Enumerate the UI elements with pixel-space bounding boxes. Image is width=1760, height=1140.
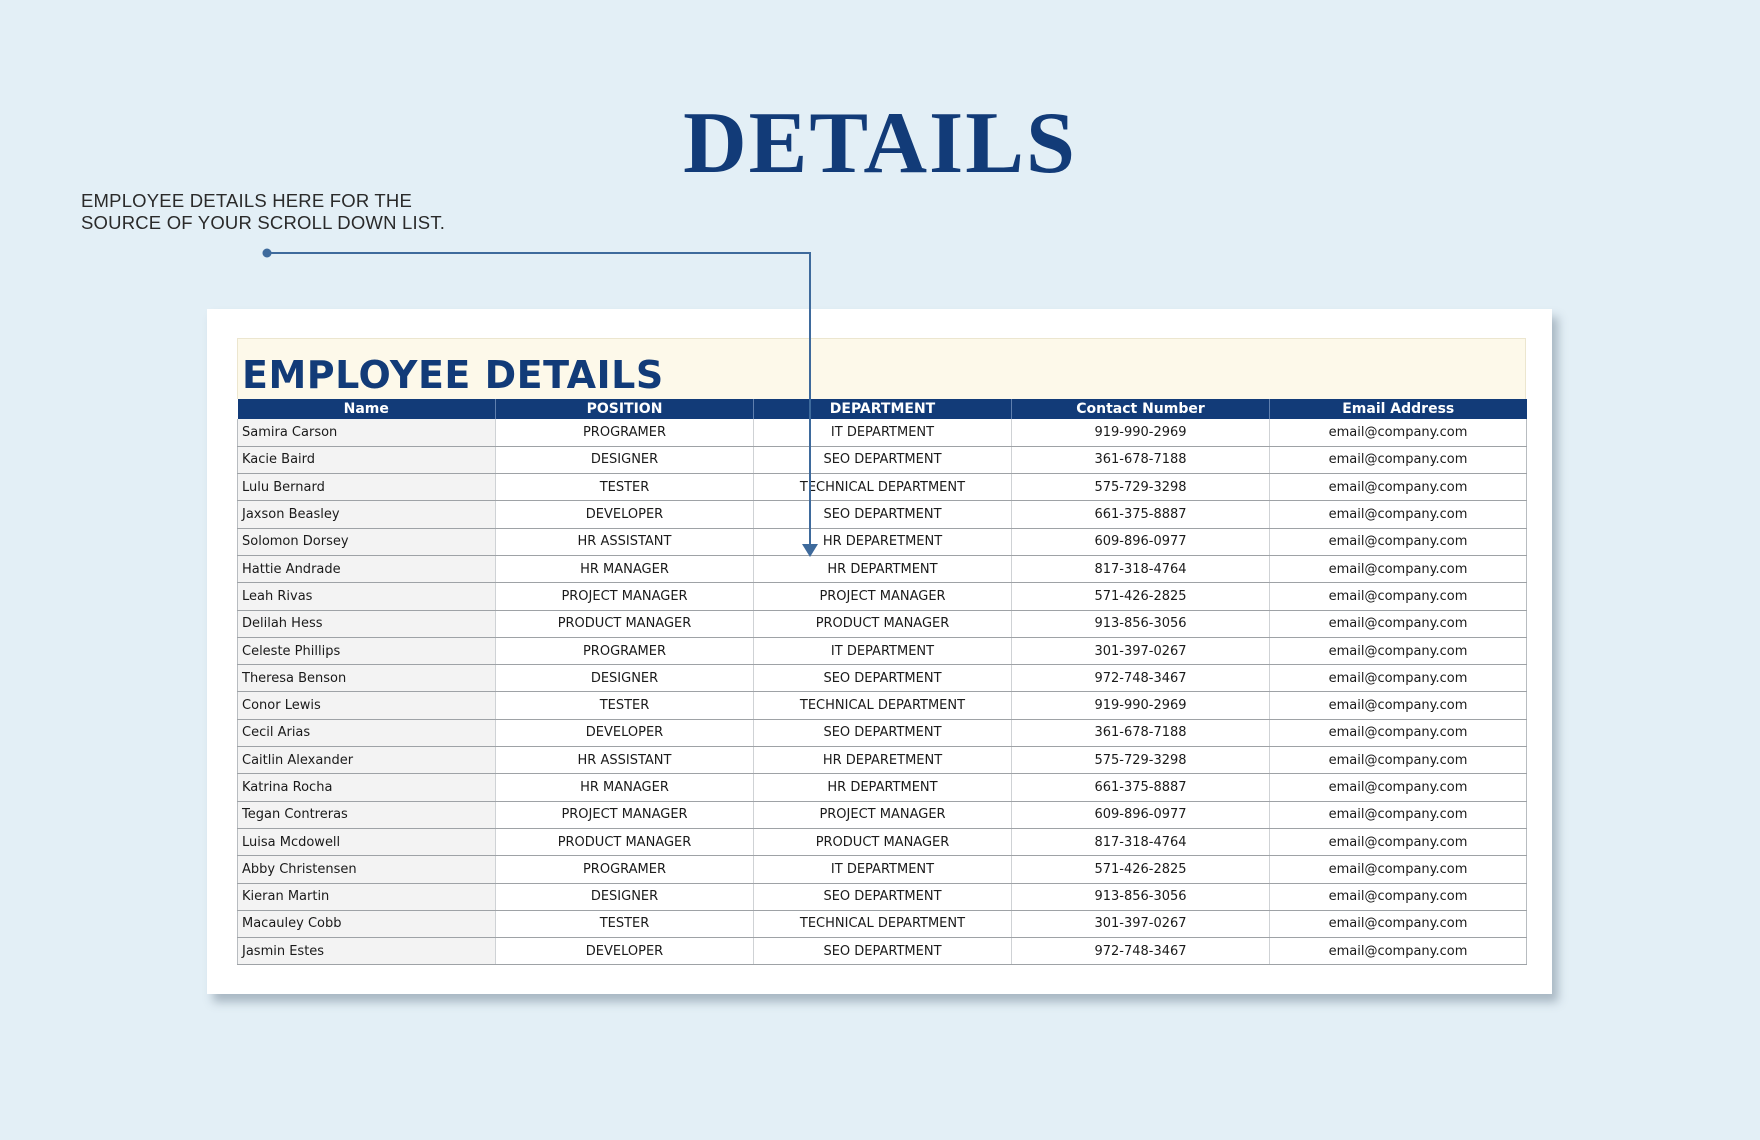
contact-number-cell[interactable]: 301-397-0267: [1012, 637, 1270, 664]
table-row: [238, 501, 1527, 528]
email-cell[interactable]: email@company.com: [1270, 828, 1527, 855]
name-cell[interactable]: Kacie Baird: [238, 446, 496, 473]
name-cell[interactable]: Theresa Benson: [238, 665, 496, 692]
contact-number-cell[interactable]: 609-896-0977: [1012, 801, 1270, 828]
email-cell[interactable]: email@company.com: [1270, 501, 1527, 528]
department-cell[interactable]: HR DEPARTMENT: [754, 555, 1012, 582]
department-cell[interactable]: SEO DEPARTMENT: [754, 883, 1012, 910]
table-row: [238, 801, 1527, 828]
email-cell[interactable]: email@company.com: [1270, 910, 1527, 937]
email-cell[interactable]: email@company.com: [1270, 883, 1527, 910]
email-cell[interactable]: email@company.com: [1270, 938, 1527, 965]
contact-number-cell[interactable]: 575-729-3298: [1012, 474, 1270, 501]
table-row: [238, 528, 1527, 555]
name-cell[interactable]: Kieran Martin: [238, 883, 496, 910]
contact-number-cell[interactable]: 817-318-4764: [1012, 555, 1270, 582]
table-row: [238, 583, 1527, 610]
column-header-position[interactable]: POSITION: [496, 399, 754, 419]
position-cell[interactable]: DEVELOPER: [496, 719, 754, 746]
email-cell[interactable]: email@company.com: [1270, 856, 1527, 883]
email-cell[interactable]: email@company.com: [1270, 747, 1527, 774]
spreadsheet-card: [207, 309, 1552, 994]
department-cell[interactable]: IT DEPARTMENT: [754, 856, 1012, 883]
department-cell[interactable]: SEO DEPARTMENT: [754, 938, 1012, 965]
position-cell[interactable]: TESTER: [496, 474, 754, 501]
position-cell[interactable]: PROGRAMER: [496, 856, 754, 883]
contact-number-cell[interactable]: 361-678-7188: [1012, 446, 1270, 473]
contact-number-cell[interactable]: 913-856-3056: [1012, 883, 1270, 910]
name-cell[interactable]: Delilah Hess: [238, 610, 496, 637]
name-cell[interactable]: Solomon Dorsey: [238, 528, 496, 555]
table-row: [238, 774, 1527, 801]
position-cell[interactable]: DESIGNER: [496, 883, 754, 910]
contact-number-cell[interactable]: 661-375-8887: [1012, 774, 1270, 801]
name-cell[interactable]: Samira Carson: [238, 419, 496, 446]
position-cell[interactable]: DESIGNER: [496, 446, 754, 473]
position-cell[interactable]: TESTER: [496, 692, 754, 719]
position-cell[interactable]: PROGRAMER: [496, 419, 754, 446]
department-cell[interactable]: TECHNICAL DEPARTMENT: [754, 474, 1012, 501]
name-cell[interactable]: Lulu Bernard: [238, 474, 496, 501]
table-row: [238, 747, 1527, 774]
table-row: [238, 446, 1527, 473]
table-row: [238, 419, 1527, 446]
instruction-note: [81, 190, 445, 234]
table-row: [238, 910, 1527, 937]
employee-table: [237, 399, 1527, 965]
column-header-email-address[interactable]: Email Address: [1270, 399, 1527, 419]
email-cell[interactable]: email@company.com: [1270, 419, 1527, 446]
position-cell[interactable]: TESTER: [496, 910, 754, 937]
name-cell[interactable]: Abby Christensen: [238, 856, 496, 883]
table-row: [238, 938, 1527, 965]
connector-start-dot: [263, 249, 272, 258]
contact-number-cell[interactable]: 575-729-3298: [1012, 747, 1270, 774]
email-cell[interactable]: email@company.com: [1270, 610, 1527, 637]
sheet-title-band: [237, 338, 1526, 399]
table-row: [238, 610, 1527, 637]
name-cell[interactable]: Jasmin Estes: [238, 938, 496, 965]
position-cell[interactable]: HR ASSISTANT: [496, 528, 754, 555]
email-cell[interactable]: email@company.com: [1270, 446, 1527, 473]
email-cell[interactable]: email@company.com: [1270, 528, 1527, 555]
table-row: [238, 474, 1527, 501]
table-header: [238, 399, 1527, 419]
department-cell[interactable]: PRODUCT MANAGER: [754, 828, 1012, 855]
position-cell[interactable]: HR MANAGER: [496, 555, 754, 582]
department-cell[interactable]: SEO DEPARTMENT: [754, 665, 1012, 692]
email-cell[interactable]: email@company.com: [1270, 637, 1527, 664]
department-cell[interactable]: PROJECT MANAGER: [754, 583, 1012, 610]
contact-number-cell[interactable]: 661-375-8887: [1012, 501, 1270, 528]
contact-number-cell[interactable]: 817-318-4764: [1012, 828, 1270, 855]
position-cell[interactable]: PROJECT MANAGER: [496, 583, 754, 610]
name-cell[interactable]: Cecil Arias: [238, 719, 496, 746]
position-cell[interactable]: PRODUCT MANAGER: [496, 828, 754, 855]
instruction-note-line-2: SOURCE OF YOUR SCROLL DOWN LIST.: [81, 212, 446, 233]
contact-number-cell[interactable]: 919-990-2969: [1012, 419, 1270, 446]
email-cell[interactable]: email@company.com: [1270, 474, 1527, 501]
name-cell[interactable]: Tegan Contreras: [238, 801, 496, 828]
employee-sheet: [237, 338, 1526, 965]
column-header-department[interactable]: DEPARTMENT: [754, 399, 1012, 419]
position-cell[interactable]: DEVELOPER: [496, 501, 754, 528]
department-cell[interactable]: IT DEPARTMENT: [754, 419, 1012, 446]
department-cell[interactable]: IT DEPARTMENT: [754, 637, 1012, 664]
contact-number-cell[interactable]: 913-856-3056: [1012, 610, 1270, 637]
name-cell[interactable]: Jaxson Beasley: [238, 501, 496, 528]
position-cell[interactable]: PRODUCT MANAGER: [496, 610, 754, 637]
table-row: [238, 883, 1527, 910]
contact-number-cell[interactable]: 361-678-7188: [1012, 719, 1270, 746]
position-cell[interactable]: PROJECT MANAGER: [496, 801, 754, 828]
table-row: [238, 637, 1527, 664]
contact-number-cell[interactable]: 609-896-0977: [1012, 528, 1270, 555]
table-row: [238, 555, 1527, 582]
email-cell[interactable]: email@company.com: [1270, 692, 1527, 719]
email-cell[interactable]: email@company.com: [1270, 774, 1527, 801]
table-body: [238, 419, 1527, 965]
name-cell[interactable]: Katrina Rocha: [238, 774, 496, 801]
department-cell[interactable]: HR DEPARETMENT: [754, 528, 1012, 555]
department-cell[interactable]: SEO DEPARTMENT: [754, 446, 1012, 473]
name-cell[interactable]: Luisa Mcdowell: [238, 828, 496, 855]
contact-number-cell[interactable]: 571-426-2825: [1012, 583, 1270, 610]
name-cell[interactable]: Hattie Andrade: [238, 555, 496, 582]
department-cell[interactable]: HR DEPARETMENT: [754, 747, 1012, 774]
name-cell[interactable]: Celeste Phillips: [238, 637, 496, 664]
position-cell[interactable]: DEVELOPER: [496, 938, 754, 965]
department-cell[interactable]: SEO DEPARTMENT: [754, 501, 1012, 528]
column-header-name[interactable]: Name: [238, 399, 496, 419]
contact-number-cell[interactable]: 919-990-2969: [1012, 692, 1270, 719]
name-cell[interactable]: Conor Lewis: [238, 692, 496, 719]
sheet-title: EMPLOYEE DETAILS: [242, 353, 664, 397]
department-cell[interactable]: SEO DEPARTMENT: [754, 719, 1012, 746]
contact-number-cell[interactable]: 972-748-3467: [1012, 665, 1270, 692]
column-header-contact-number[interactable]: Contact Number: [1012, 399, 1270, 419]
email-cell[interactable]: email@company.com: [1270, 583, 1527, 610]
name-cell[interactable]: Leah Rivas: [238, 583, 496, 610]
department-cell[interactable]: PROJECT MANAGER: [754, 801, 1012, 828]
instruction-note-line-1: EMPLOYEE DETAILS HERE FOR THE: [81, 190, 412, 211]
email-cell[interactable]: email@company.com: [1270, 719, 1527, 746]
name-cell[interactable]: Macauley Cobb: [238, 910, 496, 937]
table-row: [238, 692, 1527, 719]
table-row: [238, 856, 1527, 883]
department-cell[interactable]: TECHNICAL DEPARTMENT: [754, 910, 1012, 937]
page-title: DETAILS: [683, 95, 1077, 192]
contact-number-cell[interactable]: 301-397-0267: [1012, 910, 1270, 937]
position-cell[interactable]: DESIGNER: [496, 665, 754, 692]
table-row: [238, 719, 1527, 746]
contact-number-cell[interactable]: 571-426-2825: [1012, 856, 1270, 883]
header-row: [238, 399, 1527, 419]
contact-number-cell[interactable]: 972-748-3467: [1012, 938, 1270, 965]
position-cell[interactable]: HR ASSISTANT: [496, 747, 754, 774]
email-cell[interactable]: email@company.com: [1270, 801, 1527, 828]
name-cell[interactable]: Caitlin Alexander: [238, 747, 496, 774]
position-cell[interactable]: PROGRAMER: [496, 637, 754, 664]
department-cell[interactable]: TECHNICAL DEPARTMENT: [754, 692, 1012, 719]
department-cell[interactable]: PRODUCT MANAGER: [754, 610, 1012, 637]
email-cell[interactable]: email@company.com: [1270, 665, 1527, 692]
email-cell[interactable]: email@company.com: [1270, 555, 1527, 582]
department-cell[interactable]: HR DEPARTMENT: [754, 774, 1012, 801]
table-row: [238, 665, 1527, 692]
position-cell[interactable]: HR MANAGER: [496, 774, 754, 801]
table-row: [238, 828, 1527, 855]
